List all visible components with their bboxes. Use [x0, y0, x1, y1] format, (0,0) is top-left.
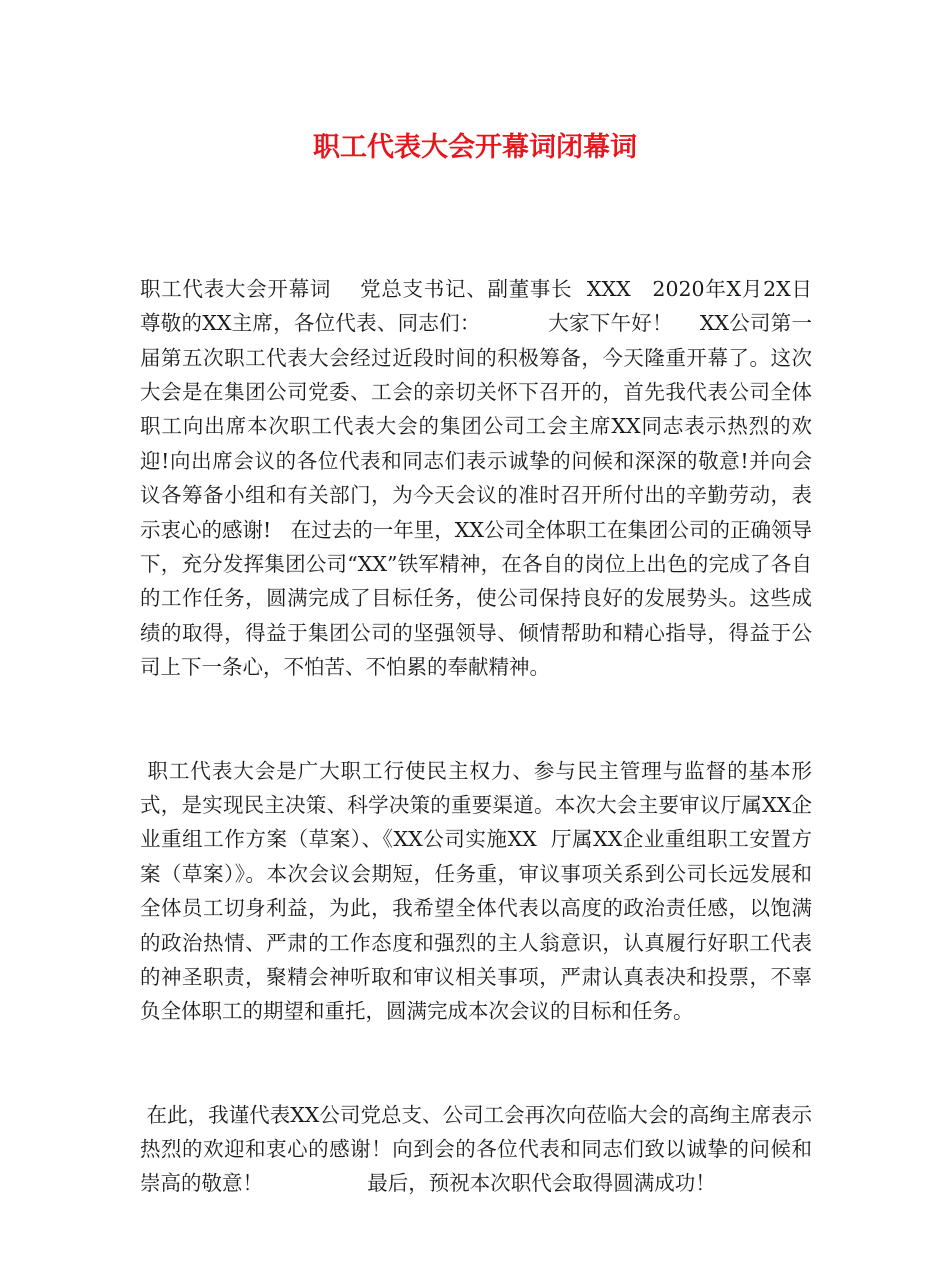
document-body [140, 203, 839, 1270]
paragraph-opening: 职工代表大会开幕词 党总支书记、副董事长 XXX 2020年X月2X日 尊敬的XX主席，各位代表、同志们： 大家下午好！ XX公司第一届第五次职工代表大会经过近段时间的积极筹备，今天隆重开幕了。这次大会是在集团公司党委、工会的亲切关怀下召开的，首先我代表公司全体职工向出席本次职工代表大会的集团公司工会主席XX同志表示热烈的欢迎!向出席会议的各位代表和同志们表示诚挚的问候和深深的敬意!并向会议各筹备小组和有关部门，为今天会议的准时召开所付出的辛勤劳动，表示衷心的感谢! 在过去的一年里，XX公司全体职工在集团公司的正确领导下，充分发挥集团公司“XX”铁军精神，在各自的岗位上出色的完成了各自的工作任务，圆满完成了目标任务，使公司保持良好的发展势头。这些成绩的取得，得益于集团公司的坚强领导、倾情帮助和精心指导，得益于公司上下一条心，不怕苦、不怕累的奉献精神。 [140, 276, 839, 680]
document-title: 职工代表大会开幕词闭幕词 [313, 132, 637, 163]
paragraph-closing: 在此，我谨代表XX公司党总支、公司工会再次向莅临大会的高绚主席表示热烈的欢迎和衷心的感谢！向到会的各位代表和同志们致以诚挚的问候和崇高的敬意！ 最后，预祝本次职代会取得圆满成功！ [140, 1102, 812, 1196]
paragraph-agenda: 职工代表大会是广大职工行使民主权力、参与民主管理与监督的基本形式，是实现民主决策、科学决策的重要渠道。本次大会主要审议厅属XX企业重组工作方案（草案）、《XX公司实施XX 厅属XX企业重组职工安置方案（草案）》。本次会议会期短，任务重，审议事项关系到公司长远发展和全体员工切身利益，为此，我希望全体代表以高度的政治责任感，以饱满的政治热情、严肃的工作态度和强烈的主人翁意识，认真履行好职工代表的神圣职责，聚精会神听取和审议相关事项，严肃认真表决和投票，不辜负全体职工的期望和重托，圆满完成本次会议的目标和任务。 [140, 758, 812, 1024]
